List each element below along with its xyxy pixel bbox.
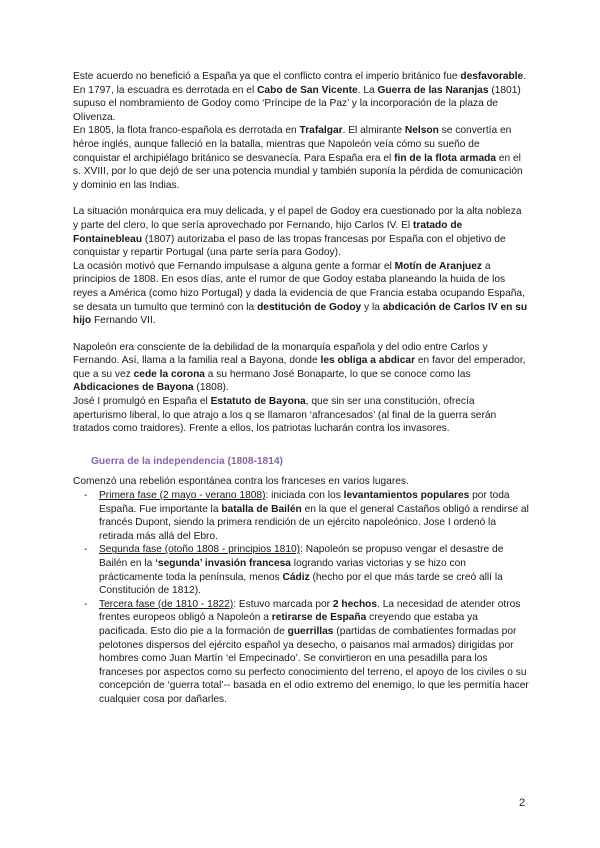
- phase-list: [73, 489, 529, 707]
- page-number: 2: [519, 797, 526, 809]
- list-item: - Segunda fase (otoño 1808 - principios 1810): Napoleón se propuso vengar el desastre de Bailén en la ‘segunda’ invasión francesa logrando varias victorias y se hizo con prácticamente toda la península, menos Cádiz (hecho por el que más tarde se creó allí la Constitución de 1812).: [84, 544, 504, 597]
- paragraph: José I promulgó en España el Estatuto de Bayona, que sin ser una constitución, ofrecía aperturismo liberal, lo que atrajo a los q se llamaron ‘afrancesados’ (al final de la guerra serán tratados como traidores). Frente a ellos, los patriotas lucharán contra los invasores.: [73, 396, 497, 435]
- paragraph: Comenzó una rebelión espontánea contra los franceses en varios lugares.: [73, 476, 409, 488]
- paragraph: La situación monárquica era muy delicada, y el papel de Godoy era cuestionado por la alta nobleza y parte del clero, lo que sería aprovechado por Fernando, hijo Carlos IV. El tratado de Fontainebleau (1807) autorizaba el paso de las tropas francesas por España con el objetivo de conquistar y repartir Portugal (una parte sería para Godoy).: [73, 206, 522, 259]
- paragraph: Este acuerdo no benefició a España ya que el conflicto contra el imperio británico fue desfavorable. En 1797, la escuadra es derrotada en el Cabo de San Vicente. La Guerra de las Naranjas (1801) supuso el nombramiento de Godoy como ‘Príncipe de la Paz’ y la incorporación de la plaza de Olivenza.: [73, 71, 527, 123]
- paragraph: La ocasión motivó que Fernando impulsase a alguna gente a formar el Motín de Aranjuez a principios de 1808. En esos días, ante el rumor de que Godoy estaba planeando la huida de los reyes a América (como hizo Portugal) y dada la evidencia de que Francia estaba ocupando España, se desata un tumulto que terminó con la destitución de Godoy y la abdicación de Carlos IV en su hijo Fernando VII.: [73, 260, 528, 327]
- list-item: - Primera fase (2 mayo - verano 1808): iniciada con los levantamientos populares por toda España. Fue importante la batalla de Bailén en la que el general Castaños obligó a rendirse al francés Dupont, siendo la primera rendición de un ejército napoleónico. Jose I ordenó la retirada más allá del Ebro.: [84, 490, 529, 542]
- paragraph: Napoleón era consciente de la debilidad de la monarquía española y del odio entre Carlos y Fernando. Así, llama a la familia real a Bayona, donde les obliga a abdicar en favor del emperador, que a su vez cede la corona a su hermano José Bonaparte, lo que se conoce como las Abdicaciones de Bayona (1808).: [73, 341, 526, 394]
- page-content: [73, 70, 529, 707]
- list-item: - Tercera fase (de 1810 - 1822): Estuvo marcada por 2 hechos. La necesidad de atender otros frentes europeos obligó a Napoleón a retirarse de España creyendo que estaba ya pacificada. Esto dio pie a la formación de guerrillas (partidas de combatientes formadas por pelotones dispersos del ejército español ya desecho, o paisanos mal armados) dirigidas por hombres como Juan Martín ‘el Empecinado’. Se convirtieron en una pesadilla para los franceses por aspectos como su perfecto conocimiento del terreno, el apoyo de los civiles o su concepción de ‘guerra total’-- basada en el odio extremo del enemigo, lo que les permitía hacer cualquier cosa por dañarles.: [84, 598, 529, 705]
- paragraph: En 1805, la flota franco-española es derrotada en Trafalgar. El almirante Nelson se convertía en héroe inglés, aunque falleció en la batalla, mientras que Napoleón veía cómo su sueño de conquistar el archipiélago británico se desvanecía. Para España era el fin de la flota armada en el s. XVIII, por lo que dejó de ser una potencia mundial y también suponía la pérdida de comunicación y dominio en las Indias.: [73, 125, 523, 191]
- section-heading: Guerra de la independencia (1808-1814): [91, 455, 283, 467]
